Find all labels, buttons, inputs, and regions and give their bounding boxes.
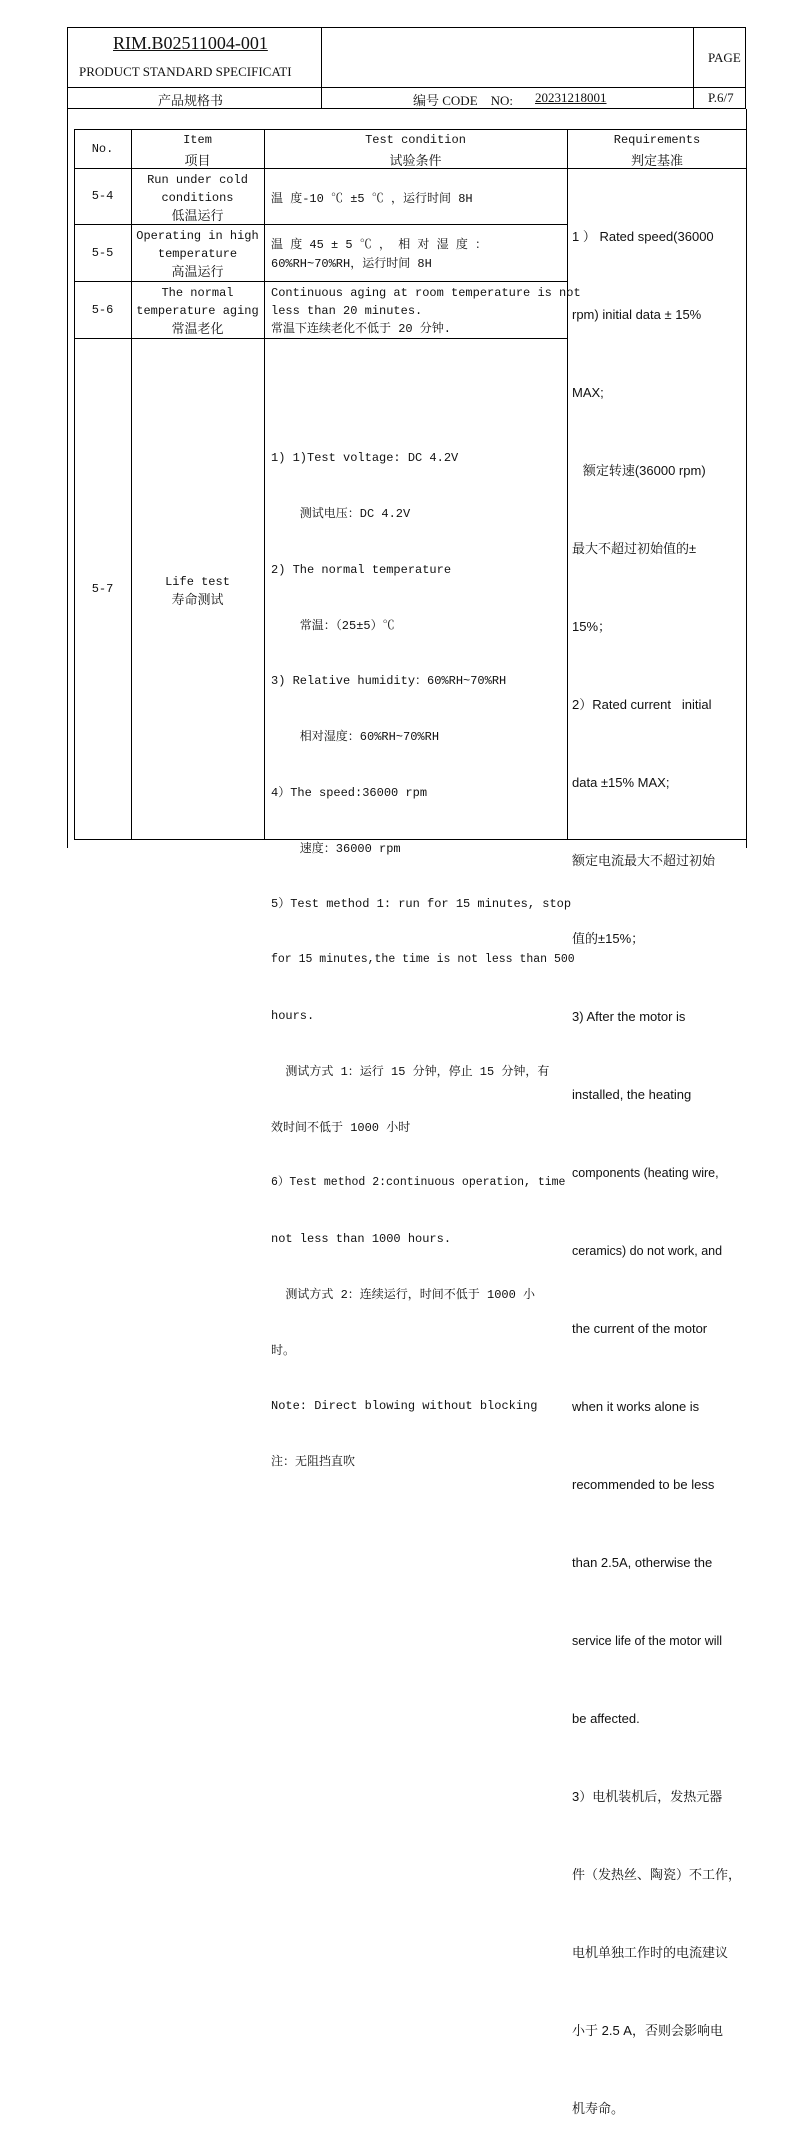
req-line: be affected. [572,1711,640,1726]
row-item [131,227,264,281]
req-line: 额定转速(36000 rpm) [572,463,706,478]
req-line: the current of the motor [572,1321,708,1336]
row-line-5-6 [74,338,568,339]
req-line: ceramics) do not work, and [572,1244,723,1258]
item-line: 低温运行 [171,208,224,223]
col-header-item-cn: 项目 [184,153,211,168]
item-line: Run under cold [147,173,248,187]
req-line: service life of the motor will [572,1634,723,1648]
row-item [131,573,264,609]
cond-line: 常温：（25±5）℃ [271,618,395,633]
col-header-cond-en: Test condition [365,133,466,147]
cond-line: 测试方式 2：连续运行，时间不低于 1000 小 [271,1287,536,1302]
req-line: data ±15% MAX; [572,775,670,790]
req-line: 15%； [572,619,612,634]
code-label: 编号 CODE NO: [413,93,514,108]
col-line-3 [567,129,568,840]
item-line: Life test [165,575,230,589]
req-line: 电机单独工作时的电流建议 [572,1945,729,1960]
cond-line: not less than 1000 hours. [271,1232,452,1247]
cond-line: 温 度 45 ± 5 ℃ ， 相 对 湿 度 ： [271,238,488,252]
cond-line: 5）Test method 1: run for 15 minutes, stop [271,897,572,912]
req-line: 机寿命。 [572,2101,625,2116]
req-line: 3) After the motor is [572,1009,686,1024]
item-line: 常温老化 [171,321,224,336]
cond-line: 时。 [271,1343,296,1358]
item-line: 寿命测试 [171,592,224,607]
cond-line: 相对湿度：60%RH~70%RH [271,730,440,745]
req-line: 额定电流最大不超过初始 [572,853,716,868]
cond-line: Note: Direct blowing without blocking [271,1399,538,1414]
cond-line: 60%RH~70%RH，运行时间 8H [271,257,432,271]
doc-id: RIM.B02511004-001 [113,33,268,53]
req-line: 值的±15%； [572,931,645,946]
row-condition [271,284,581,338]
item-line: The normal [161,286,234,300]
cond-line: 3) Relative humidity：60%RH~70%RH [271,674,507,689]
item-line: Operating in high [136,229,259,243]
req-line: than 2.5A, otherwise the [572,1555,713,1570]
req-line: 1 ） Rated speed(36000 [572,229,714,244]
req-line: installed, the heating [572,1087,692,1102]
col-header-req-cn: 判定基准 [630,153,683,168]
page-label: PAGE [708,50,741,65]
cond-line: for 15 minutes,the time is not less than 500 [271,953,575,967]
cond-line: 效时间不低于 1000 小时 [271,1120,411,1135]
req-line: when it works alone is [572,1399,700,1414]
req-line: 最大不超过初始值的± [572,541,697,556]
cond-line: Continuous aging at room temperature is not [271,286,581,300]
cond-line: 1) 1)Test voltage: DC 4.2V [271,451,459,466]
row-no: 5-6 [91,303,114,317]
doc-title-en: PRODUCT STANDARD SPECIFICATI [79,64,292,79]
row-condition-life-test [271,412,575,1490]
cond-line: 6）Test method 2:continuous operation, time [271,1176,566,1190]
req-line: MAX; [572,385,604,400]
row-condition: 温 度-10 ℃ ±5 ℃ ，运行时间 8H [271,192,473,206]
cond-line: 2) The normal temperature [271,562,452,577]
row-item [131,171,264,225]
req-line: 件（发热丝、陶瓷）不工作， [572,1867,742,1882]
row-no: 5-5 [91,246,114,260]
req-line: 3）电机装机后，发热元器 [572,1789,723,1804]
requirements-cell [572,172,744,2148]
row-line-5-5 [74,281,568,282]
col-header-item-en: Item [183,133,212,147]
header-divider-2 [693,27,694,109]
col-header-req-en: Requirements [613,133,701,147]
cond-line: 注：无阻挡直吹 [271,1455,356,1470]
doc-title-cn: 产品规格书 [158,93,224,108]
row-condition [271,236,487,274]
cond-line: 4）The speed:36000 rpm [271,785,428,800]
row-no: 5-7 [91,582,114,596]
req-line: 2）Rated current initial [572,697,712,712]
req-line: components (heating wire, [572,1166,719,1180]
row-no: 5-4 [91,189,114,203]
item-line: temperature aging [136,304,259,318]
cond-line: 速度：36000 rpm [271,841,401,856]
item-line: conditions [161,191,234,205]
col-line-2 [264,129,265,840]
req-line: rpm) initial data ± 15% [572,307,702,322]
frame-left [67,109,68,848]
header-divider-1 [321,27,322,109]
col-header-cond-cn: 试验条件 [389,153,442,168]
header-row-line [67,87,746,88]
page-number: P.6/7 [708,90,734,105]
cond-line: 测试方式 1：运行 15 分钟，停止 15 分钟，有 [271,1064,550,1079]
cond-line: 常温下连续老化不低于 20 分钟. [271,322,452,336]
item-line: temperature [157,247,238,261]
req-line: recommended to be less [572,1477,715,1492]
req-line: 小于 2.5 A，否则会影响电 [572,2023,723,2038]
cond-line: hours. [271,1009,315,1023]
item-line: 高温运行 [171,264,224,279]
cond-line: less than 20 minutes. [271,304,423,318]
row-item [131,284,264,338]
code-value: 20231218001 [535,90,607,105]
cond-line: 测试电压：DC 4.2V [271,506,411,521]
col-header-no: No. [91,142,114,156]
